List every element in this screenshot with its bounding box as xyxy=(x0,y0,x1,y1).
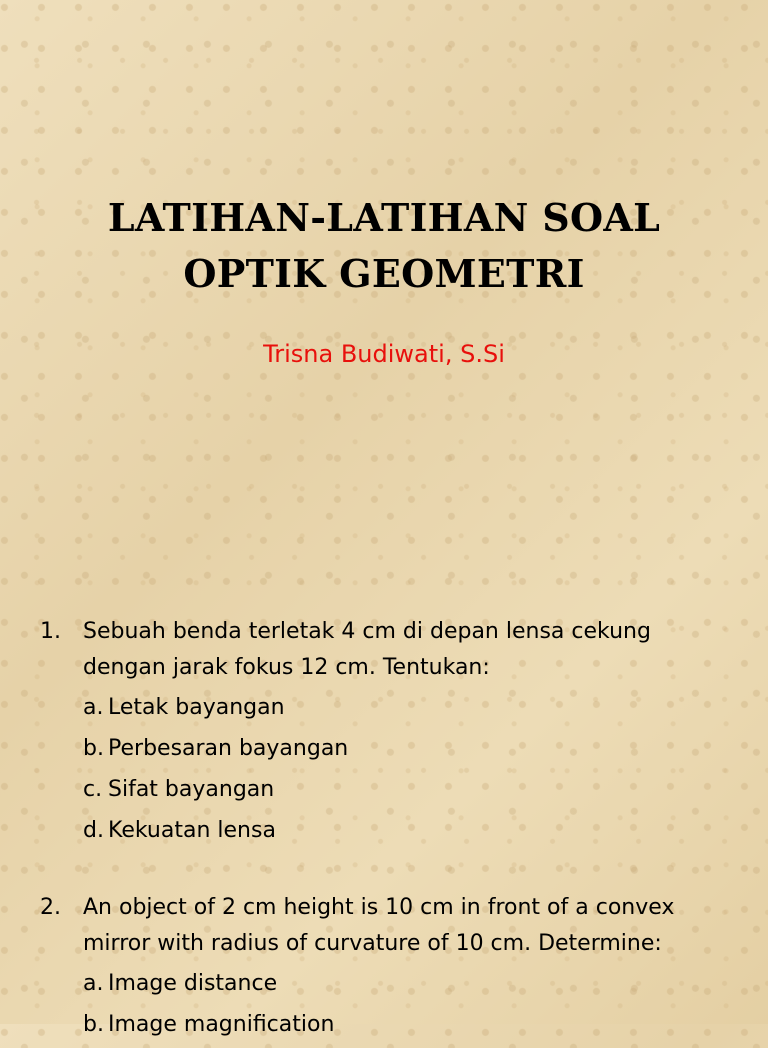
option-letter: b. xyxy=(83,1012,104,1037)
option-text: Sifat bayangan xyxy=(108,777,275,802)
title-line-2: OPTIK GEOMETRI xyxy=(183,251,585,296)
question-text: Sebuah benda terletak 4 cm di depan lensa cekung dengan jarak fokus 12 cm. Tentukan: xyxy=(83,619,651,680)
author-name: Trisna Budiwati, S.Si xyxy=(263,340,505,368)
option-list xyxy=(40,690,730,854)
option-letter: d. xyxy=(83,818,104,843)
option-letter: a. xyxy=(83,695,104,720)
slide-title xyxy=(0,190,768,302)
question-number: 2. xyxy=(40,895,61,920)
option-letter: b. xyxy=(83,736,104,761)
option-text: Perbesaran bayangan xyxy=(108,736,349,761)
questions-slide xyxy=(0,560,768,1037)
option-text: Image distance xyxy=(108,971,278,996)
title-line-1: LATIHAN-LATIHAN SOAL xyxy=(107,195,661,240)
question-text: An object of 2 cm height is 10 cm in front of a convex mirror with radius of curvature of 10 cm. Determine: xyxy=(83,895,675,956)
option-text: Image magnification xyxy=(108,1012,335,1037)
question-number: 1. xyxy=(40,619,61,644)
option-item xyxy=(83,731,730,772)
option-letter: a. xyxy=(83,971,104,996)
option-text: Kekuatan lensa xyxy=(108,818,276,843)
option-list xyxy=(40,966,730,1048)
option-letter: c. xyxy=(83,777,103,802)
option-item xyxy=(83,772,730,813)
option-text: Letak bayangan xyxy=(108,695,285,720)
option-item xyxy=(83,1007,730,1048)
question-2 xyxy=(40,890,730,1048)
option-item xyxy=(83,813,730,854)
question-1 xyxy=(40,614,730,854)
option-item xyxy=(83,690,730,731)
option-item xyxy=(83,966,730,1007)
